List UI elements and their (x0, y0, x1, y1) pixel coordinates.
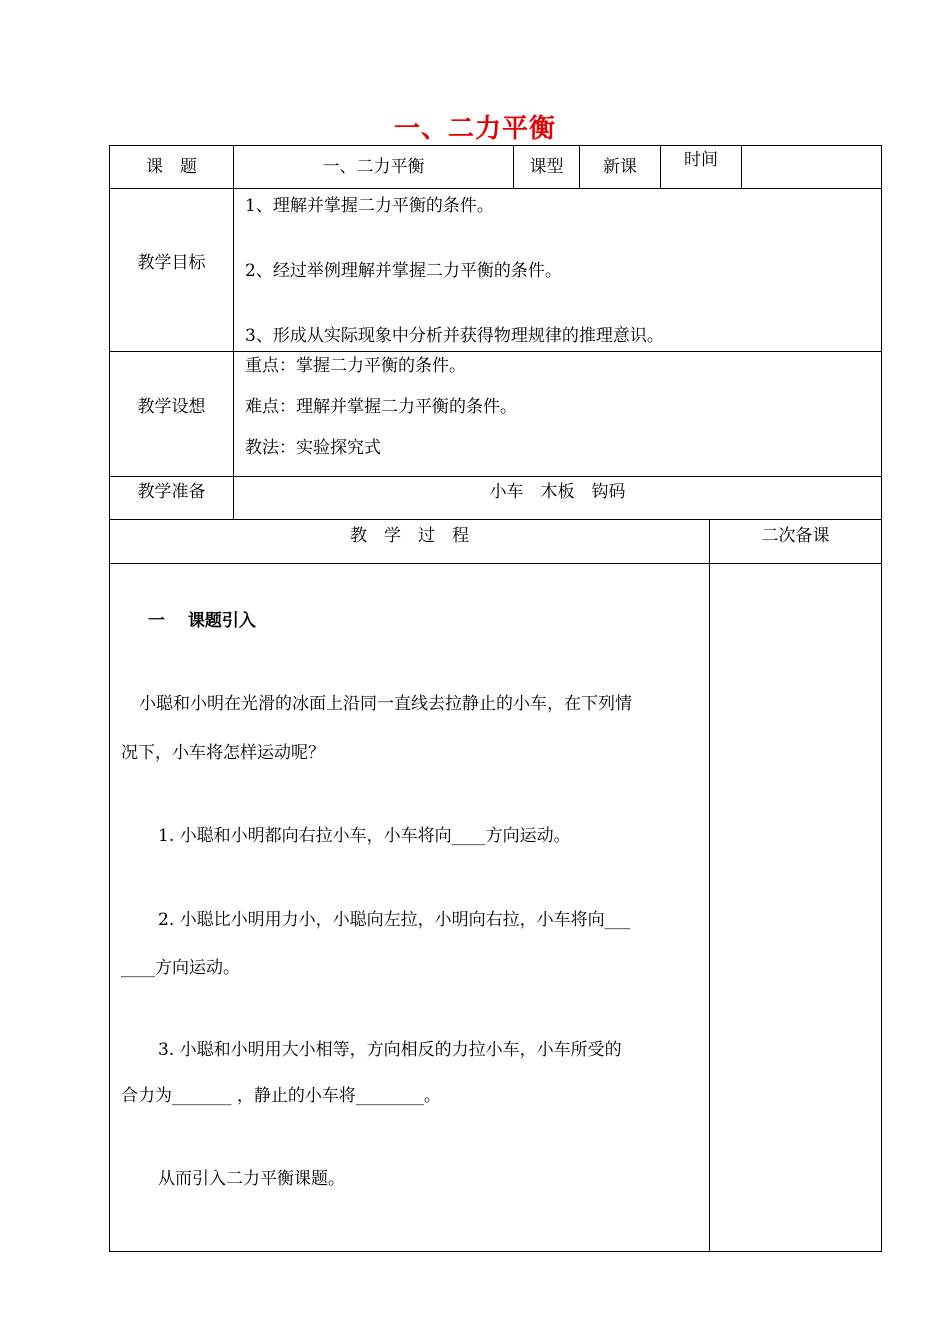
prep-value: 小车 木板 钩码 (489, 482, 626, 502)
design-item: 教法：实验探究式 (245, 438, 381, 458)
design-label: 教学设想 (137, 397, 206, 417)
row-divider (109, 563, 882, 564)
question-1: 1. 小聪和小明都向右拉小车，小车将向____方向运动。 (158, 826, 571, 846)
intro-paragraph: 小聪和小明在光滑的冰面上沿同一直线去拉静止的小车，在下列情 (139, 694, 632, 714)
goals-label: 教学目标 (137, 253, 206, 273)
intro-paragraph: 况下，小车将怎样运动呢？ (121, 743, 325, 763)
column-divider (233, 145, 234, 520)
conclusion-text: 从而引入二力平衡课题。 (158, 1169, 345, 1189)
section-title: 一 课题引入 (148, 611, 256, 631)
row-divider (109, 519, 882, 520)
goal-item: 3、形成从实际现象中分析并获得物理规律的推理意识。 (245, 326, 664, 346)
prep-label: 教学准备 (137, 482, 206, 502)
type-label: 课型 (529, 157, 564, 177)
table-border-left (109, 145, 110, 1252)
design-item: 重点：掌握二力平衡的条件。 (245, 356, 466, 376)
type-value: 新课 (603, 157, 637, 177)
page-title: 一、二力平衡 (393, 114, 556, 144)
table-border-top (109, 145, 882, 146)
question-3: 合力为_______ ，静止的小车将________。 (121, 1086, 441, 1106)
row-divider (109, 188, 882, 189)
goal-item: 1、理解并掌握二力平衡的条件。 (245, 196, 494, 216)
column-divider (741, 145, 742, 188)
table-border-bottom (109, 1251, 882, 1252)
topic-value: 一、二力平衡 (322, 157, 425, 177)
question-2: ____方向运动。 (121, 958, 240, 978)
question-2: 2. 小聪比小明用力小，小聪向左拉，小明向右拉，小车将向___ (158, 910, 631, 930)
design-item: 难点：理解并掌握二力平衡的条件。 (245, 397, 517, 417)
time-label: 时间 (684, 150, 718, 170)
topic-label: 课 题 (146, 157, 197, 177)
question-3: 3. 小聪和小明用大小相等，方向相反的力拉小车，小车所受的 (158, 1040, 622, 1060)
process-header: 教 学 过 程 (350, 526, 469, 546)
column-divider (709, 519, 710, 1252)
row-divider (109, 476, 882, 477)
second-prep-header: 二次备课 (761, 526, 830, 546)
table-border-right (881, 145, 882, 1252)
row-divider (109, 351, 882, 352)
goal-item: 2、经过举例理解并掌握二力平衡的条件。 (245, 261, 562, 281)
